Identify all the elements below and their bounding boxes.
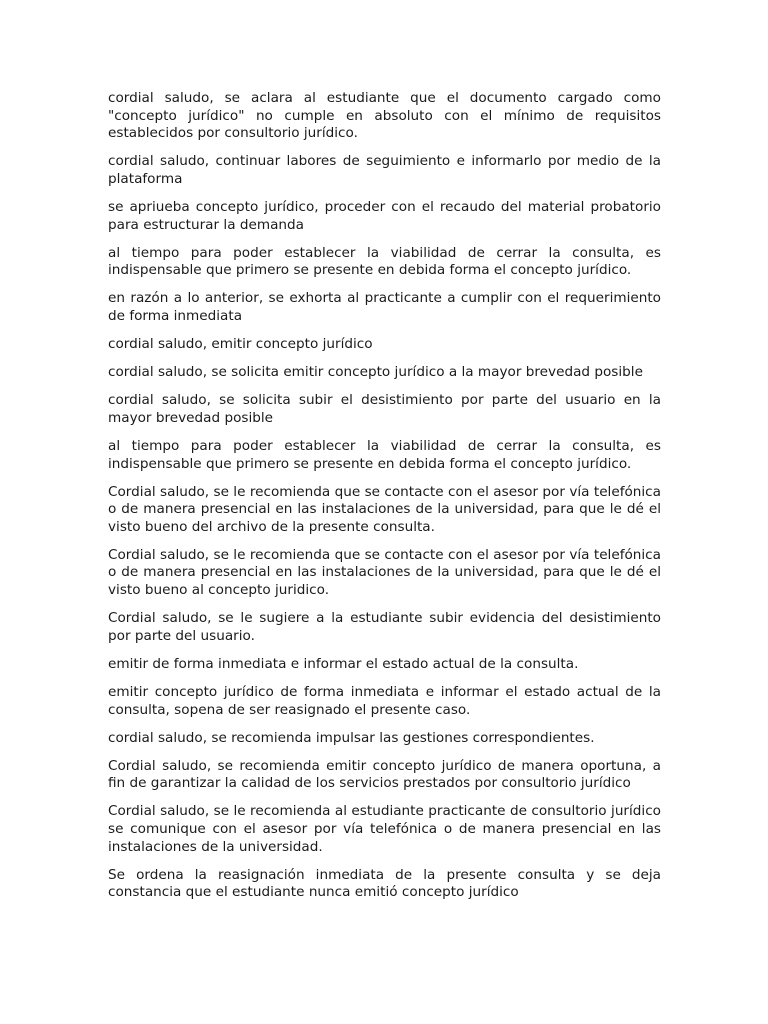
document-body	[108, 90, 661, 912]
paragraph-12: Cordial saludo, se le sugiere a la estudiante subir evidencia del desistimiento por parte del usuario.	[108, 610, 661, 644]
paragraph-1: cordial saludo, se aclara al estudiante que el documento cargado como "concepto jurídico" no cumple en absoluto con el mínimo de requisitos establecidos por consultorio jurídico.	[108, 90, 661, 142]
paragraph-18: Se ordena la reasignación inmediata de la presente consulta y se deja constancia que el estudiante nunca emitió concepto jurídico	[108, 866, 661, 901]
paragraph-6: cordial saludo, emitir concepto jurídico	[108, 336, 373, 353]
paragraph-7: cordial saludo, se solicita emitir concepto jurídico a la mayor brevedad posible	[108, 364, 643, 381]
paragraph-5: en razón a lo anterior, se exhorta al practicante a cumplir con el requerimiento de forma inmediata	[108, 290, 661, 324]
paragraph-4: al tiempo para poder establecer la viabilidad de cerrar la consulta, es indispensable que primero se presente en debida forma el concepto jurídico.	[108, 244, 661, 279]
paragraph-9: al tiempo para poder establecer la viabilidad de cerrar la consulta, es indispensable que primero se presente en debida forma el concepto jurídico.	[108, 437, 661, 472]
paragraph-3: se apriueba concepto jurídico, proceder con el recaudo del material probatorio para estructurar la demanda	[108, 198, 661, 233]
paragraph-17: Cordial saludo, se le recomienda al estudiante practicante de consultorio jurídico se comunique con el asesor por vía telefónica o de manera presencial en las instalaciones de la universidad.	[108, 803, 661, 855]
paragraph-13: emitir de forma inmediata e informar el estado actual de la consulta.	[108, 655, 579, 672]
paragraph-14: emitir concepto jurídico de forma inmediata e informar el estado actual de la consulta, sopena de ser reasignado el presente caso.	[108, 683, 661, 718]
paragraph-10: Cordial saludo, se le recomienda que se contacte con el asesor por vía telefónica o de manera presencial en las instalaciones de la universidad, para que le dé el visto bueno del archivo de la presente consulta.	[108, 483, 661, 535]
paragraph-15: cordial saludo, se recomienda impulsar las gestiones correspondientes.	[108, 729, 595, 746]
paragraph-2: cordial saludo, continuar labores de seguimiento e informarlo por medio de la plataforma	[108, 153, 661, 187]
paragraph-11: Cordial saludo, se le recomienda que se contacte con el asesor por vía telefónica o de manera presencial en las instalaciones de la universidad, para que le dé el visto bueno al concepto juridico.	[108, 546, 661, 599]
paragraph-8: cordial saludo, se solicita subir el desistimiento por parte del usuario en la mayor brevedad posible	[108, 392, 661, 426]
paragraph-16: Cordial saludo, se recomienda emitir concepto jurídico de manera oportuna, a fin de garantizar la calidad de los servicios prestados por consultorio jurídico	[108, 757, 661, 792]
